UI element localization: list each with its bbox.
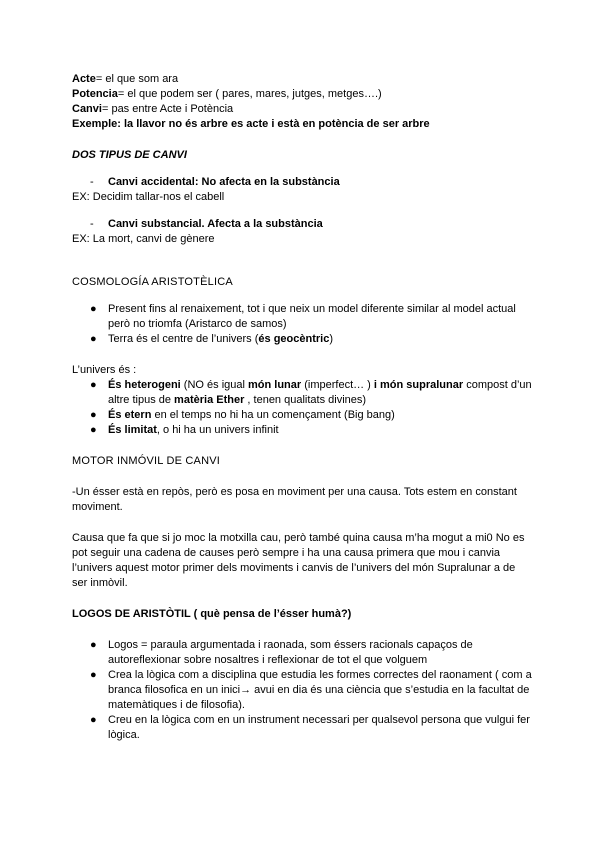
het-f: compost d’un altre tipus de [108,379,532,406]
het-e: i món supralunar [373,379,464,391]
univers-list [72,378,532,438]
cosmologia-item-2-c: ) [329,333,333,345]
potencia-label: Potencia [72,88,118,100]
het-a: És heterogeni [108,379,181,391]
canvi-text: = pas entre Acte i Potència [101,103,234,115]
motor-paragraph-2: Causa que fa que si jo moc la motxilla cau, però també quina causa m’ha mogut a mi0 No es pot seguir una cadena de causes però sempre i ha una causa primera que mou i canvia l’univers aquest motor primer dels moviments i canvis de l’univers del món Supralunar a de ser inmòvil. [72,532,525,589]
het-h: , tenen qualitats divines) [244,394,367,406]
list-item [72,408,532,423]
het-c: món lunar [248,379,302,391]
limitat-a: És limitat [108,424,157,436]
bullet-icon: ● [90,424,97,436]
etern-a: És etern [108,409,152,421]
cosmologia-list [72,302,532,347]
bullet-icon: ● [90,303,97,315]
cosmologia-item-2-b: és geocèntric [258,333,330,345]
cosmologia-title: COSMOLOGÍA ARISTOTÈLICA [72,276,233,288]
logos-list [72,638,532,743]
substancial-example: EX: La mort, canvi de gènere [72,233,215,245]
substancial-item [72,217,532,232]
acte-label: Acte [72,73,96,85]
dos-tipus-title: DOS TIPUS DE CANVI [72,149,187,161]
dash-marker: - [90,218,94,230]
substancial-text: Canvi substancial. Afecta a la substància [108,218,323,230]
cosmologia-item-1: Present fins al renaixement, tot i que neix un model diferente similar al model actual però no triomfa (Aristarco de samos) [108,303,516,330]
list-item [72,378,532,408]
univers-intro: L’univers és : [72,364,137,376]
logos-title-text: LOGOS DE ARISTÒTIL ( què pensa de l’ésser humà?) [72,608,352,620]
potencia-line [72,87,532,102]
list-item [72,332,532,347]
canvi-line [72,102,532,117]
list-item [72,668,532,713]
bullet-icon: ● [90,333,97,345]
motor-paragraph-1: -Un ésser està en repòs, però es posa en moviment per una causa. Tots estem en constant moviment. [72,486,517,513]
list-item [72,638,532,668]
het-d: (imperfect… ) [301,379,374,391]
bullet-icon: ● [90,379,97,391]
acte-text: = el que som ara [95,73,179,85]
exemple-text: Exemple: la llavor no és arbre es acte i està en potència de ser arbre [72,118,430,130]
bullet-icon: ● [90,669,97,681]
list-item [72,713,532,743]
logos-item-3: Creu en la lògica com en un instrument necessari per qualsevol persona que vulgui fer lògica. [108,714,530,741]
logos-title [72,607,532,622]
potencia-text: = el que podem ser ( pares, mares, jutges, metges….) [117,88,382,100]
document-page [72,72,532,743]
cosmologia-item-2-a: Terra és el centre de l’univers ( [108,333,259,345]
logos-item-2: Crea la lògica com a disciplina que estudia les formes correctes del raonament ( com a branca filosofica en un inici→ avui en dia és una ciència que s’estudia en la facultat de matemàtiques i de filosofia). [108,669,532,711]
het-b: (NO és igual [180,379,248,391]
bullet-icon: ● [90,409,97,421]
canvi-label: Canvi [72,103,102,115]
het-g: matèria Ether [174,394,245,406]
etern-b: en el temps no hi ha un començament (Big bang) [151,409,395,421]
accidental-item [72,175,532,190]
bullet-icon: ● [90,639,97,651]
accidental-example: EX: Decidim tallar-nos el cabell [72,191,225,203]
list-item [72,302,532,332]
logos-item-1: Logos = paraula argumentada i raonada, som éssers racionals capaços de autoreflexionar sobre nosaltres i reflexionar de tot el que volguem [108,639,473,666]
motor-title: MOTOR INMÓVIL DE CANVI [72,455,221,467]
acte-line [72,72,532,87]
bullet-icon: ● [90,714,97,726]
limitat-b: , o hi ha un univers infinit [156,424,279,436]
exemple-line [72,117,532,132]
list-item [72,423,532,438]
accidental-text: Canvi accidental: No afecta en la substància [108,176,340,188]
dash-marker: - [90,176,94,188]
